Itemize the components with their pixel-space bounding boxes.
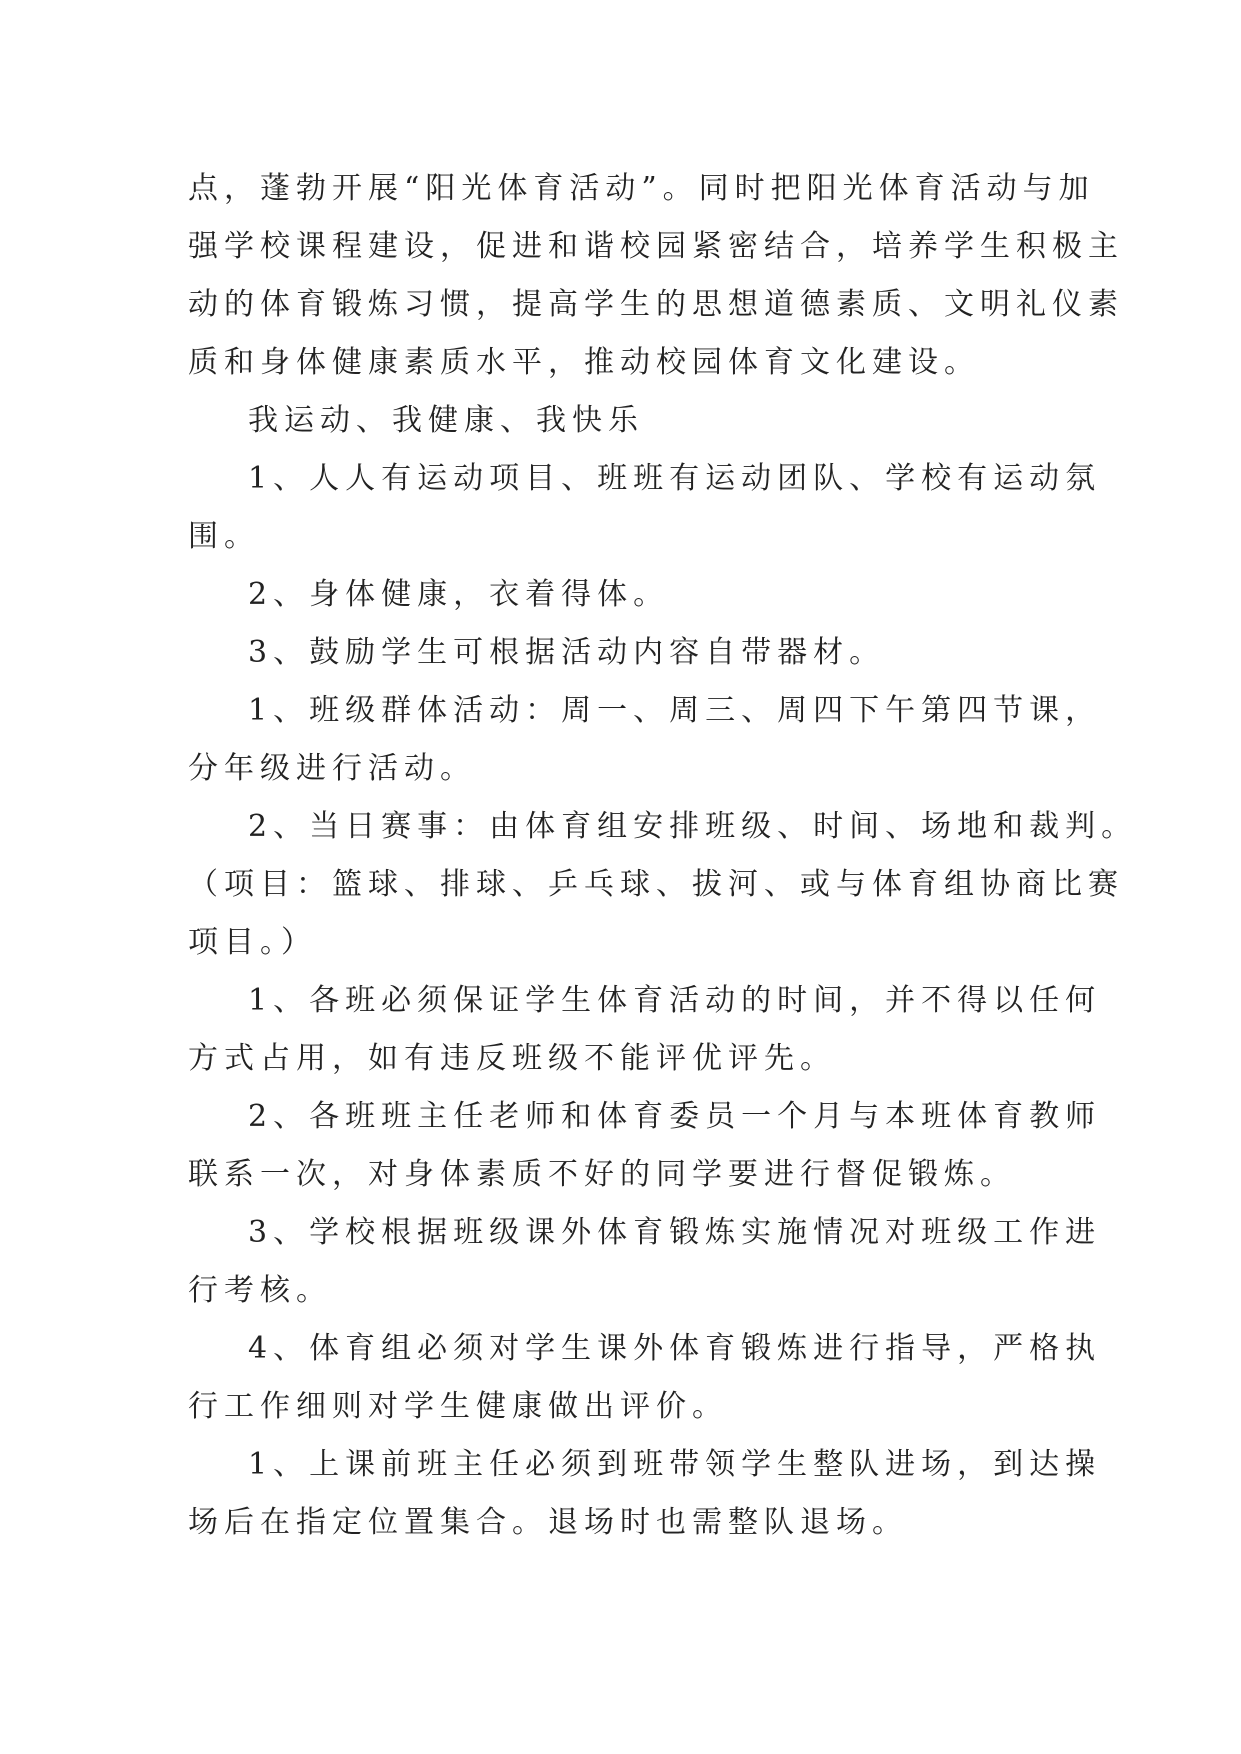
text-line: 强学校课程建设，促进和谐校园紧密结合，培养学生积极主: [188, 229, 1124, 264]
paragraph: [188, 972, 1102, 1088]
text-line: 4、体育组必须对学生课外体育锻炼进行指导，严格执: [248, 1331, 1102, 1366]
text-line: 行考核。: [188, 1273, 332, 1308]
paragraph: [188, 392, 1068, 450]
text-line: 点，蓬勃开展“阳光体育活动”。同时把阳光体育活动与加: [188, 171, 1095, 206]
text-line: 场后在指定位置集合。退场时也需整队退场。: [188, 1505, 908, 1540]
text-line: 质和身体健康素质水平，推动校园体育文化建设。: [188, 345, 980, 380]
paragraph: [188, 160, 1124, 392]
text-line: 1、人人有运动项目、班班有运动团队、学校有运动氛: [248, 461, 1102, 496]
paragraph: [188, 624, 1068, 682]
text-line: （项目：篮球、排球、乒乓球、拔河、或与体育组协商比赛: [188, 867, 1124, 902]
text-line: 联系一次，对身体素质不好的同学要进行督促锻炼。: [188, 1157, 1016, 1192]
paragraph: [188, 1204, 1102, 1320]
text-line: 2、当日赛事：由体育组安排班级、时间、场地和裁判。: [248, 809, 1138, 844]
paragraph: [188, 450, 1102, 566]
text-line: 3、学校根据班级课外体育锻炼实施情况对班级工作进: [248, 1215, 1102, 1250]
text-line: 我运动、我健康、我快乐: [248, 403, 644, 438]
text-line: 2、身体健康，衣着得体。: [248, 577, 670, 612]
text-line: 3、鼓励学生可根据活动内容自带器材。: [248, 635, 886, 670]
paragraph: [188, 798, 1138, 972]
paragraph: [188, 682, 1102, 798]
text-line: 行工作细则对学生健康做出评价。: [188, 1389, 728, 1424]
paragraph: [188, 1320, 1102, 1436]
text-line: 2、各班班主任老师和体育委员一个月与本班体育教师: [248, 1099, 1102, 1134]
text-line: 方式占用，如有违反班级不能评优评先。: [188, 1041, 836, 1076]
text-line: 1、上课前班主任必须到班带领学生整队进场，到达操: [248, 1447, 1102, 1482]
text-line: 1、各班必须保证学生体育活动的时间，并不得以任何: [248, 983, 1102, 1018]
paragraph: [188, 1436, 1102, 1552]
paragraph: [188, 1088, 1102, 1204]
text-line: 围。: [188, 519, 260, 554]
document-body: [188, 160, 1138, 1552]
text-line: 动的体育锻炼习惯，提高学生的思想道德素质、文明礼仪素: [188, 287, 1124, 322]
paragraph: [188, 566, 1068, 624]
text-line: 项目。）: [188, 925, 317, 960]
text-line: 1、班级群体活动：周一、周三、周四下午第四节课，: [248, 693, 1102, 728]
text-line: 分年级进行活动。: [188, 751, 476, 786]
